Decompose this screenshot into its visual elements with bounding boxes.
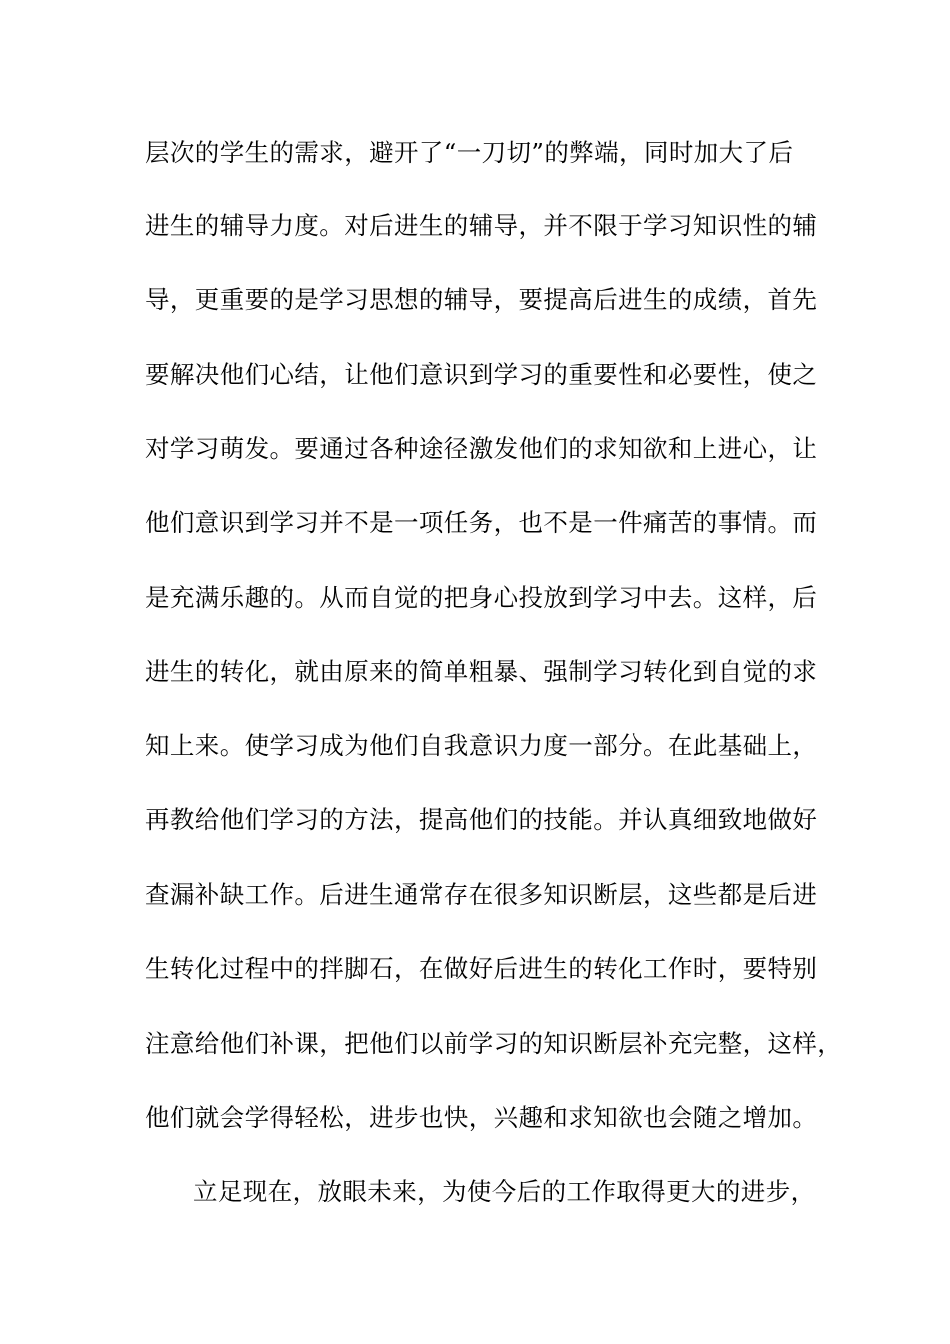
text-line-2: 进生的辅导力度。对后进生的辅导，并不限于学习知识性的辅 — [145, 211, 818, 240]
text-line-1: 层次的学生的需求，避开了“一刀切”的弊端，同时加大了后 — [145, 138, 794, 167]
text-line-10: 再教给他们学习的方法，提高他们的技能。并认真细致地做好 — [145, 805, 818, 834]
text-line-14: 他们就会学得轻松，进步也快，兴趣和求知欲也会随之增加。 — [145, 1103, 818, 1132]
text-line-3: 导，更重要的是学习思想的辅导，要提高后进生的成绩，首先 — [145, 285, 818, 314]
text-line-12: 生转化过程中的拌脚石，在做好后进生的转化工作时，要特别 — [145, 954, 818, 983]
text-line-7: 是充满乐趣的。从而自觉的把身心投放到学习中去。这样，后 — [145, 583, 818, 612]
text-line-15: 立足现在，放眼未来，为使今后的工作取得更大的进步， — [193, 1177, 816, 1206]
text-line-6: 他们意识到学习并不是一项任务，也不是一件痛苦的事情。而 — [145, 508, 818, 537]
text-line-13: 注意给他们补课，把他们以前学习的知识断层补充完整，这样， — [145, 1029, 843, 1058]
text-line-8: 进生的转化，就由原来的简单粗暴、强制学习转化到自觉的求 — [145, 657, 818, 686]
text-line-11: 查漏补缺工作。后进生通常存在很多知识断层，这些都是后进 — [145, 880, 818, 909]
text-line-5: 对学习萌发。要通过各种途径激发他们的求知欲和上进心，让 — [145, 434, 818, 463]
text-line-4: 要解决他们心结，让他们意识到学习的重要性和必要性，使之 — [145, 360, 818, 389]
text-line-9: 知上来。使学习成为他们自我意识力度一部分。在此基础上， — [145, 731, 818, 760]
